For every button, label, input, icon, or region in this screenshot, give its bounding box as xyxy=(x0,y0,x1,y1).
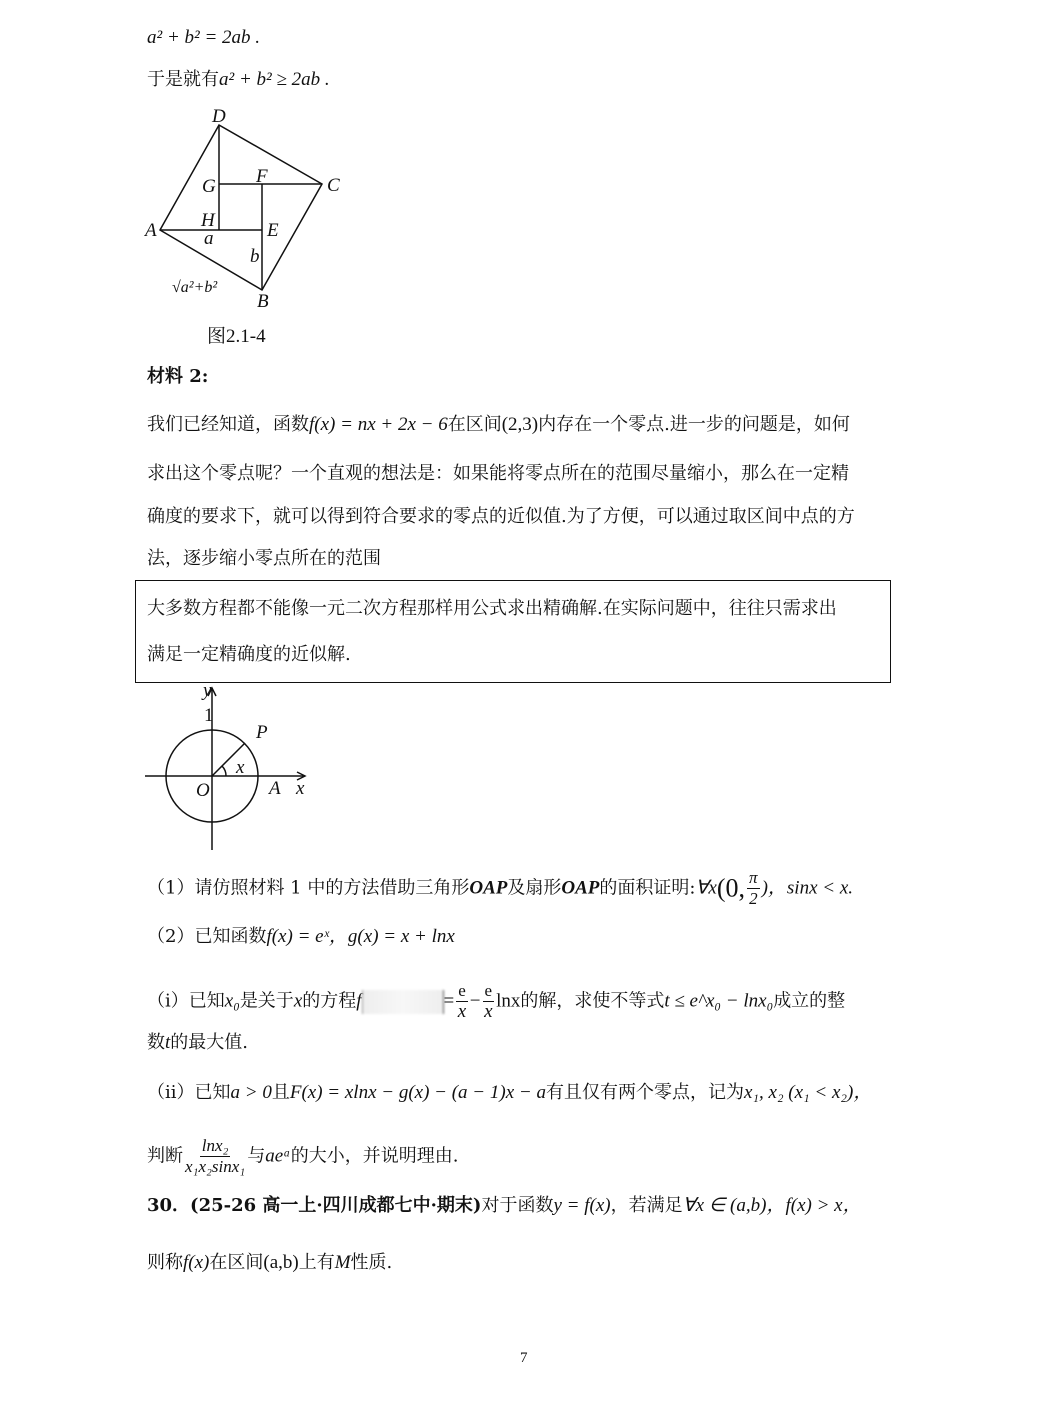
text: 的最大值. xyxy=(170,1032,249,1053)
figure-caption: 图2.1-4 xyxy=(207,326,266,347)
fraction: $\frac{e}{x}$ xyxy=(484,981,493,1022)
text: 有且仅有两个零点，记为 xyxy=(545,1082,744,1103)
text: 的解，求使不等式 xyxy=(520,990,665,1012)
math: ∀x ∈ (a,b)，f(x) > x， xyxy=(682,1195,862,1216)
question-30 xyxy=(147,1194,862,1218)
paragraph-line: 法，逐步缩小零点所在的范围 xyxy=(147,548,381,569)
label-O: O xyxy=(196,780,210,801)
math: OAP xyxy=(561,877,600,899)
text: 的方程 xyxy=(302,990,357,1012)
label-G: G xyxy=(202,176,216,197)
page-number: 7 xyxy=(520,1350,528,1366)
text: 在区间 xyxy=(447,414,502,435)
question-1 xyxy=(147,868,853,909)
text: 对于函数 xyxy=(481,1195,554,1216)
math: f(x) = nx + 2x − 6 xyxy=(309,414,448,435)
label-a: a xyxy=(204,228,214,249)
question-2-i: （i）已知x₀是关于x的方程f = $\frac{e}{x}$ − $\frac{e}{x}$ lnx的解，求使不等式t ≤ e^x₀ − lnx₀成立的整 xyxy=(147,981,846,1022)
text: 成立的整 xyxy=(773,990,846,1012)
math: f(x) = eˣ，g(x) = x + lnx xyxy=(266,926,455,947)
fraction: $\frac{\pi}{2}$ xyxy=(749,868,758,908)
question-2 xyxy=(147,925,455,949)
text: 及扇形 xyxy=(507,877,562,899)
math: a > 0 xyxy=(230,1082,272,1103)
text: 则称 xyxy=(147,1252,183,1273)
text: 的大小，并说明理由. xyxy=(290,1145,459,1167)
fraction: $\frac{e}{x}$ xyxy=(457,981,467,1022)
math: f xyxy=(356,990,362,1012)
note-line: 大多数方程都不能像一元二次方程那样用公式求出精确解.在实际问题中，往往只需求出 xyxy=(147,598,837,619)
label-x-axis: x xyxy=(296,778,305,799)
paragraph-line: 求出这个零点呢？一个直观的想法是：如果能将零点所在的范围尽量缩小，那么在一定精 xyxy=(147,463,849,484)
math: lnx xyxy=(496,990,521,1012)
label-B: B xyxy=(257,291,269,312)
label-H: H xyxy=(201,210,215,231)
question-2-ii xyxy=(147,1081,872,1105)
label-hypotenuse: √a²+b² xyxy=(172,279,218,296)
text: 的面积证明: xyxy=(599,877,696,899)
math: aeᵃ xyxy=(265,1145,291,1167)
text: ，若满足 xyxy=(610,1195,683,1216)
math: F(x) = xlnx − g(x) − (a − 1)x − a xyxy=(289,1082,546,1103)
math: y = f(x) xyxy=(553,1195,611,1216)
math: (2,3) xyxy=(501,414,539,435)
math: x xyxy=(293,990,303,1012)
label-one: 1 xyxy=(204,705,214,726)
label-P: P xyxy=(256,722,268,743)
text: （ii）已知 xyxy=(147,1082,231,1103)
label-A: A xyxy=(145,220,157,241)
square-diagram xyxy=(0,0,400,320)
text: 我们已经知道，函数 xyxy=(147,414,309,435)
text: 性质. xyxy=(350,1252,393,1273)
text: 且 xyxy=(271,1082,290,1103)
math: M xyxy=(334,1252,351,1273)
math: x₀ xyxy=(224,990,240,1012)
text: 是关于 xyxy=(239,990,294,1012)
label-angle-x: x xyxy=(236,757,245,778)
label-y: y xyxy=(203,680,212,701)
question-number: 30．(25-26 高一上·四川成都七中·期末) xyxy=(147,1195,482,1216)
fraction: $\frac{\text{lnx₂}}{\text{x₁x₂sinx₁}}$ xyxy=(185,1136,246,1176)
section-heading: 材料 2: xyxy=(147,366,209,387)
label-A: A xyxy=(269,778,281,799)
math: f(x) xyxy=(183,1252,210,1273)
text: 判断 xyxy=(147,1145,183,1167)
paragraph-line: 确度的要求下，就可以得到符合要求的零点的近似值.为了方便，可以通过取区间中点的方 xyxy=(147,506,855,527)
text: （1）请仿照材料 1 中的方法借助三角形 xyxy=(147,877,470,899)
question-2-i-cont xyxy=(147,1031,248,1055)
text: 上有 xyxy=(298,1252,335,1273)
note-line: 满足一定精确度的近似解. xyxy=(147,644,351,665)
math: )，sinx < x. xyxy=(761,877,854,899)
label-b: b xyxy=(250,246,260,267)
text: 数 xyxy=(147,1032,165,1053)
text: （2）已知函数 xyxy=(147,926,267,947)
text: 内存在一个零点.进一步的问题是，如何 xyxy=(538,414,850,435)
math: ∀x xyxy=(695,877,717,899)
math: t xyxy=(165,1032,171,1053)
question-2-ii-cont xyxy=(147,1136,458,1177)
text: 于是就有 xyxy=(147,69,219,90)
unit-circle-diagram xyxy=(0,670,340,860)
math: a² + b² ≥ 2ab . xyxy=(219,69,330,90)
paragraph-line xyxy=(147,413,850,437)
label-C: C xyxy=(327,175,340,196)
math: OAP xyxy=(469,877,508,899)
blurred-region xyxy=(362,990,444,1014)
math: (0, xyxy=(716,873,746,903)
equation-line: a² + b² = 2ab . xyxy=(147,27,261,48)
label-F: F xyxy=(256,166,268,187)
text: 在区间 xyxy=(209,1252,264,1273)
math: x₁, x₂ (x₁ < x₂)， xyxy=(743,1082,873,1103)
math: (a,b) xyxy=(263,1252,299,1273)
question-30-cont xyxy=(147,1251,392,1275)
note-box xyxy=(135,580,891,683)
text: （i）已知 xyxy=(147,990,225,1012)
label-E: E xyxy=(267,220,279,241)
math: t ≤ e^x₀ − lnx₀ xyxy=(664,990,774,1012)
label-D: D xyxy=(212,106,226,127)
text: 与 xyxy=(247,1145,266,1167)
